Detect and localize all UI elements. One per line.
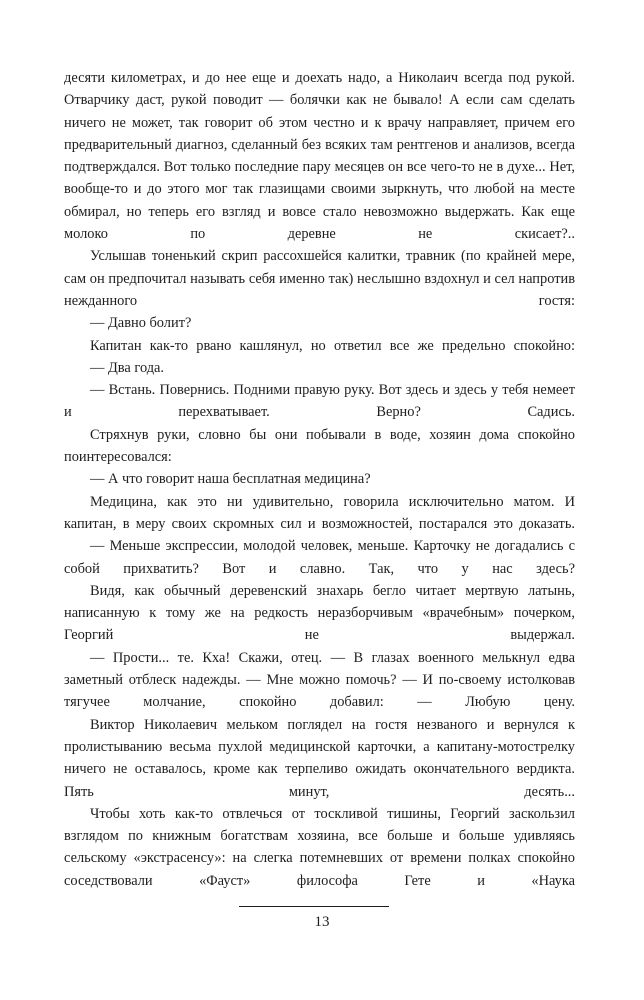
paragraph: десяти километрах, и до нее еще и доехать надо, а Николаич всегда под рукой. Отварчику даст, рукой поводит — болячки как не бывало! А если сам сделать ничего не может, так говорит об этом честно и к врачу направляет, причем его предварительный диагноз, сделанный без всяких там рентгенов и анализов, всегда подтверждался. Вот только последние пару месяцев он все чего-то не в духе... Нет, вообще-то и до этого мог так глазищами своими зыркнуть, что любой на месте обмирал, но теперь его взгляд и вовсе стало невозможно выдержать. Как еще молоко по деревне не скисает?..	[64, 70, 575, 243]
paragraph: — Два года.	[90, 359, 165, 376]
paragraph: — А что говорит наша бесплатная медицина?	[90, 471, 371, 488]
paragraph: Услышав тоненький скрип рассохшейся калитки, травник (по крайней мере, сам он предпочитал называть себя именно так) неслышно вздохнул и сел напротив нежданного гостя:	[64, 248, 575, 309]
footer-divider	[239, 906, 389, 907]
paragraph: — Давно болит?	[90, 315, 192, 332]
paragraph: Медицина, как это ни удивительно, говорила исключительно матом. И капитан, в меру своих скромных сил и возможностей, постарался это доказать.	[64, 493, 575, 532]
paragraph: — Меньше экспрессии, молодой человек, меньше. Карточку не догадались с собой прихватить? Вот и славно. Так, что у нас здесь?	[64, 538, 575, 577]
paragraph: Чтобы хоть как-то отвлечься от тоскливой тишины, Георгий заскользил взглядом по книжным богатствам хозяина, все больше и больше удивляясь сельскому «экстрасенсу»: на слегка потемневших от времени полках спокойно соседствовали «Фауст» философа Гете и «Наука	[64, 805, 575, 889]
paragraph: Виктор Николаевич мельком поглядел на гостя незваного и вернулся к пролистыванию весьма пухлой медицинской карточки, а капитану-мотострелку ничего не оставалось, кроме как терпеливо ожидать окончательного вердикта. Пять минут, десять...	[64, 716, 575, 800]
paragraph: Видя, как обычный деревенский знахарь бегло читает мертвую латынь, написанную к тому же на редкость неразборчивым «врачебным» почерком, Георгий не выдержал.	[64, 582, 575, 644]
body-text	[64, 67, 575, 892]
paragraph: — Встань. Повернись. Подними правую руку. Вот здесь и здесь у тебя немеет и перехватывает. Верно? Садись.	[64, 382, 575, 421]
paragraph: — Прости... те. Кха! Скажи, отец. — В глазах военного мелькнул едва заметный отблеск надежды. — Мне можно помочь? — И по-своему истолковав тягучее молчание, спокойно добавил: — Любую цену.	[64, 649, 575, 711]
paragraph: Капитан как-то рвано кашлянул, но ответил все же предельно спокойно:	[90, 337, 575, 354]
paragraph: Стряхнув руки, словно бы они побывали в воде, хозяин дома спокойно поинтересовался:	[64, 426, 575, 466]
page-number: 13	[314, 914, 330, 930]
